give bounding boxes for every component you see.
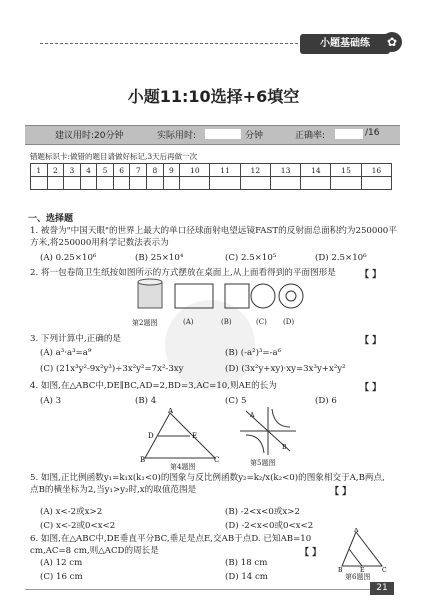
- option: (C) 2.5×10⁵: [225, 253, 277, 263]
- grid-number-cell: 7: [130, 164, 147, 177]
- grid-mark-cell[interactable]: [130, 177, 147, 190]
- figure-caption: 第4题图: [170, 463, 196, 471]
- grid-number-cell: 3: [64, 164, 81, 177]
- grid-number-cell: 9: [163, 164, 180, 177]
- footer-line: [25, 589, 370, 590]
- grid-mark-cell[interactable]: [47, 177, 64, 190]
- grid-number-cell: 12: [240, 164, 270, 177]
- svg-text:B: B: [140, 456, 146, 463]
- grid-number-cell: 15: [331, 164, 361, 177]
- label-d: (D): [283, 318, 295, 326]
- page-number: 21: [370, 582, 394, 595]
- grid-number-cell: 16: [361, 164, 391, 177]
- grid-mark-cell[interactable]: [147, 177, 164, 190]
- bracket: 【 】: [360, 383, 382, 393]
- svg-text:A: A: [250, 412, 255, 419]
- bracket: 【 】: [360, 270, 382, 280]
- figure-caption: 第6题图: [345, 573, 371, 581]
- option: (B) 25×10⁴: [135, 253, 184, 263]
- option-c-circle: [251, 284, 275, 308]
- grid-number-cell: 10: [180, 164, 210, 177]
- svg-text:A: A: [354, 528, 359, 534]
- suggest-time: 建议用时:20分钟: [55, 131, 124, 141]
- grid-mark-cell[interactable]: [113, 177, 130, 190]
- label-a: (A): [183, 318, 194, 326]
- svg-text:B: B: [338, 567, 343, 572]
- toilet-roll-figure: [138, 279, 162, 308]
- question-4: [30, 380, 360, 392]
- accuracy-field[interactable]: [335, 129, 363, 139]
- grid-number-cell: 4: [80, 164, 97, 177]
- accuracy-total: /16: [365, 128, 380, 138]
- option: (B) -2<x<0或x>2: [225, 507, 300, 517]
- svg-text:E: E: [360, 567, 365, 572]
- grid-number-cell: 8: [147, 164, 164, 177]
- actual-time-label: 实际用时:: [157, 131, 197, 141]
- grid-mark-cell[interactable]: [331, 177, 361, 190]
- bracket: 【 】: [300, 548, 322, 558]
- grid-mark-cell[interactable]: [31, 177, 48, 190]
- grid-mark-cell[interactable]: [301, 177, 331, 190]
- actual-time-unit: 分钟: [245, 131, 264, 141]
- flower-icon: ✿: [382, 32, 402, 52]
- option: (D) 6: [315, 396, 337, 406]
- question-stem: 4. 如图,在△ABC中,DE∥BC,AD=2,BD=3,AC=10,则AE的长为: [30, 381, 277, 391]
- grid-mark-cell[interactable]: [163, 177, 180, 190]
- option: (A) 12 cm: [40, 558, 83, 568]
- q6-triangle-figure: [338, 528, 388, 572]
- error-grid: [30, 163, 392, 190]
- page-title: 小题11:10选择+6填空: [127, 87, 300, 106]
- section-heading: 一、选择题: [28, 214, 74, 224]
- accuracy-label: 正确率:: [295, 131, 326, 141]
- option: (B) (-a²)³=-a⁶: [225, 348, 282, 358]
- actual-time-field[interactable]: [205, 129, 241, 139]
- svg-text:D: D: [148, 432, 154, 440]
- option: (A) x<-2或x>2: [40, 507, 103, 517]
- option: (A) 0.25×10⁶: [40, 253, 97, 263]
- question-stem: 2. 将一包卷筒卫生纸按如图所示的方式摆放在桌面上,从上面看得到的平面图形是: [30, 268, 336, 278]
- option: (C) x<-2或0<x<2: [40, 521, 116, 531]
- grid-mark-cell[interactable]: [80, 177, 97, 190]
- header-line: [40, 43, 298, 44]
- label-b: (B): [221, 318, 232, 326]
- option: (D) (3x²y+xy)·xy=3x³y+x²y²: [225, 364, 346, 374]
- grid-number-cell: 14: [301, 164, 331, 177]
- option: (D) 2.5×10⁶: [315, 253, 367, 263]
- option: (A) a³·a³=a⁹: [40, 348, 92, 358]
- question-6: [30, 533, 330, 557]
- grid-number-cell: 2: [47, 164, 64, 177]
- option: (C) 5: [225, 396, 247, 406]
- grid-number-cell: 11: [210, 164, 240, 177]
- option: (D) -2<x<0或0<x<2: [225, 521, 314, 531]
- grid-mark-cell[interactable]: [97, 177, 114, 190]
- grid-mark-cell[interactable]: [361, 177, 391, 190]
- q2-figures: [130, 278, 305, 316]
- grid-mark-cell[interactable]: [210, 177, 240, 190]
- question-3: [30, 333, 400, 345]
- grid-number-cell: 13: [270, 164, 300, 177]
- grid-mark-cell[interactable]: [270, 177, 300, 190]
- bracket: 【 】: [330, 487, 352, 497]
- q5-graph-figure: [238, 405, 298, 457]
- label-c: (C): [256, 318, 267, 326]
- option: (B) 18 cm: [225, 558, 268, 568]
- svg-text:A: A: [168, 408, 174, 415]
- question-1: [30, 225, 400, 249]
- bracket: 【 】: [360, 336, 382, 346]
- error-note: 错题标识卡:做错的题目请做好标记,3天后再做一次: [30, 152, 198, 161]
- option: (B) 4: [135, 396, 157, 406]
- question-stem: 3. 下列计算中,正确的是: [30, 334, 122, 344]
- figure-caption: 第2题图: [132, 319, 158, 327]
- q4-triangle-figure: [140, 408, 220, 463]
- grid-mark-cell[interactable]: [64, 177, 81, 190]
- question-stem: 6. 如图,在△ABC中,DE垂直平分BC,垂足是点E,交AB于点D. 已知AB=10 cm,AC=8 cm,则△ACD的周长是: [30, 534, 312, 556]
- grid-number-cell: 1: [31, 164, 48, 177]
- option: (C) (21x³y²-9x²y³)÷3x²y²=7x²-3xy: [40, 364, 184, 374]
- question-stem: 1. 被誉为"中国天眼"的世界上最大的单口径球面射电望远镜FAST的反射面总面积约为250000平方米,将250000用科学记数法表示为: [30, 226, 397, 248]
- grid-mark-cell[interactable]: [180, 177, 210, 190]
- option: (D) 14 cm: [225, 572, 268, 582]
- option-a-rectangle: [175, 284, 213, 308]
- option-d-rings: [279, 284, 303, 308]
- svg-text:B: B: [282, 444, 287, 451]
- grid-number-cell: 5: [97, 164, 114, 177]
- option: (A) 3: [40, 396, 62, 406]
- svg-text:C: C: [382, 567, 387, 572]
- option-b-square: [225, 284, 249, 308]
- svg-text:C: C: [214, 456, 220, 463]
- brand-badge: 小题基础练: [300, 34, 390, 54]
- grid-mark-cell[interactable]: [240, 177, 270, 190]
- grid-number-cell: 6: [113, 164, 130, 177]
- question-stem: 5. 如图,正比例函数y₁=k₁x(k₁<0)的图象与反比例函数y₂=k₂/x(k₂<0)的图象相交于A,B两点,点B的横坐标为2,当y₁>y₂时,x的取值范围是: [30, 473, 385, 495]
- svg-text:E: E: [192, 432, 198, 440]
- info-bar: [25, 125, 400, 145]
- option: (C) 16 cm: [40, 572, 83, 582]
- figure-caption: 第5题图: [250, 459, 276, 467]
